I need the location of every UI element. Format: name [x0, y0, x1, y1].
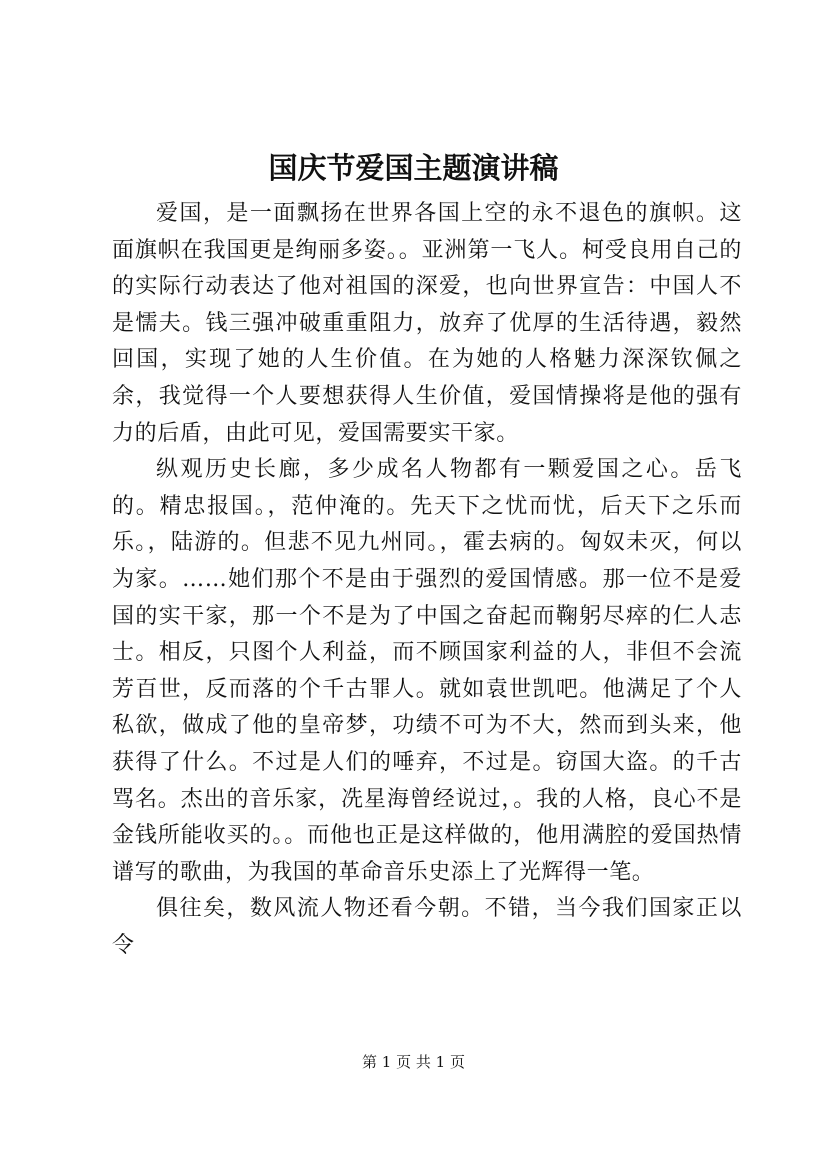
- document-body: [112, 196, 742, 964]
- page-footer: 第 1 页 共 1 页: [362, 1053, 465, 1071]
- paragraph-2: 纵观历史长廊，多少成名人物都有一颗爱国之心。岳飞的。精忠报国。，范仲淹的。先天下之忧而忧，后天下之乐而乐。，陆游的。但悲不见九州同。，霍去病的。匈奴未灭，何以为家。……她们那个不是由于强烈的爱国情感。那一位不是爱国的实干家，那一个不是为了中国之奋起而鞠躬尽瘁的仁人志士。相反，只图个人利益，而不顾国家利益的人，非但不会流芳百世，反而落的个千古罪人。就如袁世凯吧。他满足了个人私欲，做成了他的皇帝梦，功绩不可为不大，然而到头来，他获得了什么。不过是人们的唾弃，不过是。窃国大盗。的千古骂名。杰出的音乐家，冼星海曾经说过，。我的人格，良心不是金钱所能收买的。。而他也正是这样做的，他用满腔的爱国热情谱写的歌曲，为我国的革命音乐史添上了光辉得一笔。: [112, 457, 742, 885]
- paragraph-3: 俱往矣，数风流人物还看今朝。不错，当今我们国家正以令: [112, 896, 742, 958]
- paragraph-1: 爱国，是一面飘扬在世界各国上空的永不退色的旗帜。这面旗帜在我国更是绚丽多姿。。亚洲第一飞人。柯受良用自己的的实际行动表达了他对祖国的深爱，也向世界宣告：中国人不是懦夫。钱三强冲破重重阻力，放弃了优厚的生活待遇，毅然回国，实现了她的人生价值。在为她的人格魅力深深钦佩之余，我觉得一个人要想获得人生价值，爱国情操将是他的强有力的后盾，由此可见，爱国需要实干家。: [112, 201, 742, 446]
- page-title: 国庆节爱国主题演讲稿: [268, 151, 559, 185]
